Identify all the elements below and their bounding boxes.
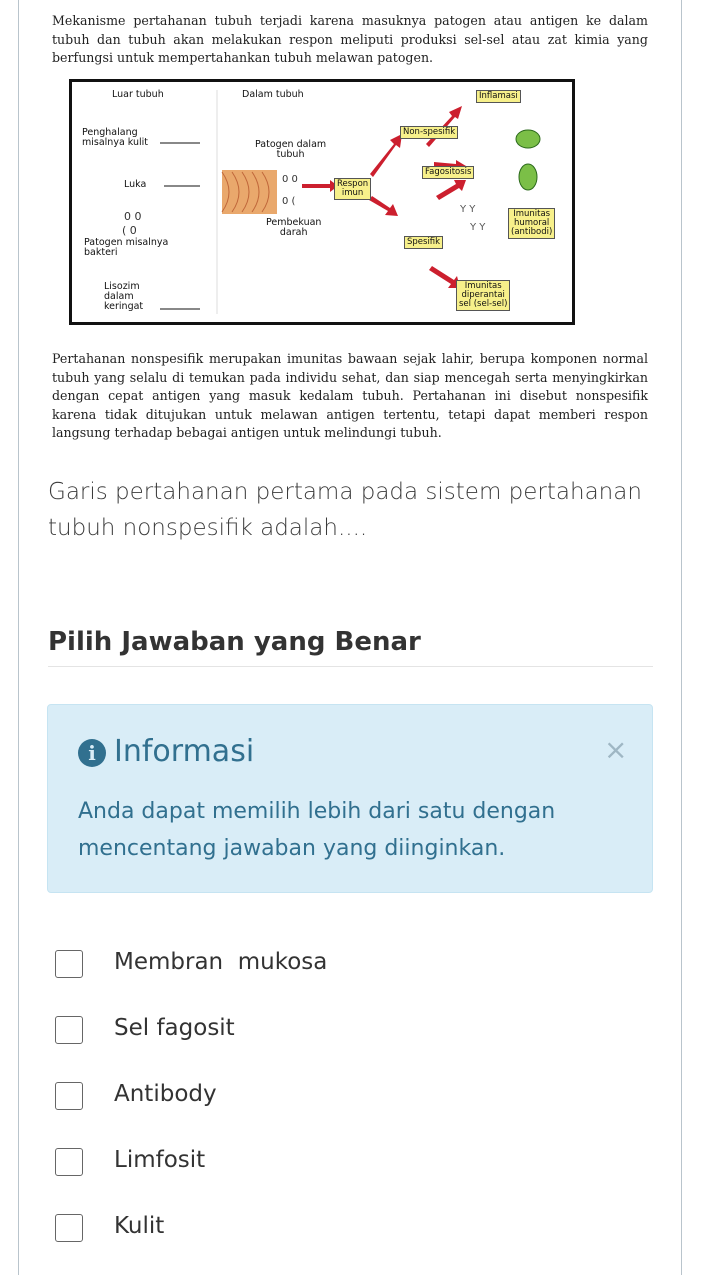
box-non-spesifik: Non-spesifik bbox=[400, 126, 458, 139]
phagocyte-shape bbox=[516, 130, 540, 148]
svg-text:Y Y: Y Y bbox=[470, 222, 486, 233]
label-lisozim: Lisozim dalam keringat bbox=[104, 281, 144, 312]
alert-close-button[interactable]: × bbox=[604, 733, 628, 766]
svg-text:0 0: 0 0 bbox=[282, 174, 298, 185]
label-luar-tubuh: Luar tubuh bbox=[112, 89, 164, 100]
immune-defense-diagram bbox=[69, 79, 575, 325]
option-checkbox[interactable] bbox=[55, 1016, 83, 1044]
option-checkbox[interactable] bbox=[55, 1082, 83, 1110]
svg-text:0 0: 0 0 bbox=[124, 210, 142, 223]
content-frame-left-border bbox=[18, 0, 19, 1275]
content-frame-right-border bbox=[681, 0, 682, 1275]
box-imunitas-seluler: Imunitas diperantai sel (sel-sel) bbox=[456, 280, 510, 311]
box-spesifik: Spesifik bbox=[404, 236, 443, 249]
option-label[interactable]: Sel fagosit bbox=[114, 1015, 235, 1041]
option-checkbox[interactable] bbox=[55, 950, 83, 978]
label-penghalang: Penghalang misalnya kulit bbox=[82, 127, 149, 148]
answer-option[interactable] bbox=[55, 1004, 645, 1070]
label-patogen-bakteri: Patogen misalnya bakteri bbox=[84, 237, 169, 258]
option-label[interactable]: Membran mukosa bbox=[114, 949, 328, 975]
passage-nonspesifik: Pertahanan nonspesifik merupakan imunitas bawaan sejak lahir, berupa komponen normal tubuh yang selalu di temukan pada individu sehat, dan siap mencegah serta menyingkirkan dengan cepat antigen yang masuk kedalam tubuh. Pertahanan ini disebut nonspesifik karena tidak ditujukan untuk melawan antigen tertentu, tetapi dapat memberi respon langsung terhadap bebagai antigen untuk melindungi tubuh. bbox=[52, 351, 648, 440]
answer-option[interactable] bbox=[55, 1070, 645, 1136]
answer-section-heading: Pilih Jawaban yang Benar bbox=[48, 622, 653, 667]
label-dalam-tubuh: Dalam tubuh bbox=[242, 89, 304, 100]
question-text: Garis pertahanan pertama pada sistem pertahanan tubuh nonspesifik adalah.... bbox=[48, 479, 642, 541]
info-alert bbox=[47, 704, 653, 893]
svg-text:( 0: ( 0 bbox=[122, 224, 137, 237]
answer-option[interactable] bbox=[55, 1202, 645, 1268]
phagocyte-shape bbox=[519, 164, 537, 190]
box-respon-imun: Respon imun bbox=[334, 178, 371, 200]
alert-title: Informasi bbox=[114, 734, 255, 769]
box-inflamasi: Inflamasi bbox=[476, 90, 521, 103]
answer-option[interactable] bbox=[55, 1136, 645, 1202]
label-patogen-dalam-tubuh: Patogen dalam tubuh bbox=[255, 139, 327, 160]
svg-text:Y Y: Y Y bbox=[460, 204, 476, 215]
answer-options-list bbox=[55, 938, 645, 1268]
passage-intro: Mekanisme pertahanan tubuh terjadi karena masuknya patogen atau antigen ke dalam tubuh dan tubuh akan melakukan respon meliputi produksi sel-sel atau zat kimia yang berfungsi untuk mempertahankan tubuh melawan patogen. bbox=[52, 13, 648, 65]
option-checkbox[interactable] bbox=[55, 1148, 83, 1176]
option-label[interactable]: Kulit bbox=[114, 1213, 165, 1239]
alert-body: Anda dapat memilih lebih dari satu dengan mencentang jawaban yang diinginkan. bbox=[78, 799, 556, 861]
info-circle-icon: i bbox=[78, 739, 106, 767]
box-imunitas-humoral: Imunitas humoral (antibodi) bbox=[508, 208, 555, 239]
box-fagositosis: Fagositosis bbox=[422, 166, 474, 179]
svg-text:0 (: 0 ( bbox=[282, 196, 296, 207]
answer-option[interactable] bbox=[55, 938, 645, 1004]
option-label[interactable]: Antibody bbox=[114, 1081, 217, 1107]
label-pembekuan-darah: Pembekuan darah bbox=[266, 217, 322, 238]
option-label[interactable]: Limfosit bbox=[114, 1147, 206, 1173]
label-luka: Luka bbox=[124, 179, 147, 190]
option-checkbox[interactable] bbox=[55, 1214, 83, 1242]
